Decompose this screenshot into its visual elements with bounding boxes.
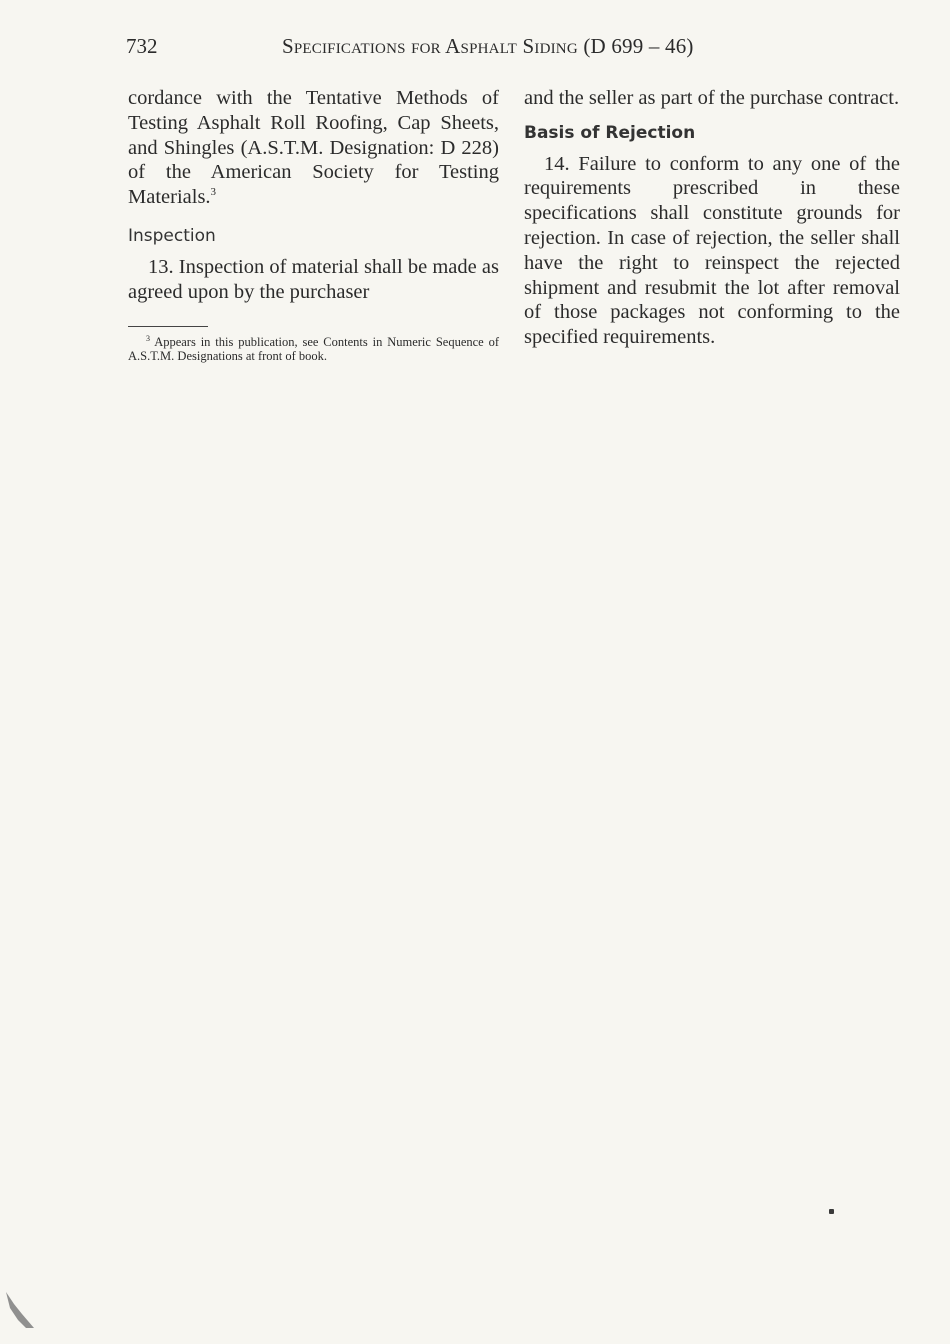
footnote-mark: 3 [146,334,150,344]
continuation-paragraph: and the seller as part of the purchase contract. [524,87,900,109]
corner-scan-mark-icon [4,1290,36,1330]
footnote-divider [128,326,208,327]
intro-paragraph [128,86,499,210]
running-header: Specifications for Asphalt Siding (D 699 – 46) [282,34,694,58]
rejection-heading: Basis of Rejection [524,122,696,143]
page-number: 732 [126,34,158,58]
footnote-reference: 3 [210,186,217,199]
inspection-heading: Inspection [128,225,216,246]
ink-speck [829,1209,834,1214]
footnote [128,335,499,363]
intro-paragraph-text: cordance with the Tentative Methods of Testing Asphalt Roll Roofing, Cap Sheets, and Shingles (A.S.T.M. Designation: D 228) of the American Society for Testing Materials. [128,87,499,209]
right-column [524,86,900,350]
rejection-paragraph: 14. Failure to conform to any one of the requirements prescribed in these specifications shall constitute grounds for rejection. In case of rejection, the seller shall have the right to reinspect the rejected shipment and resubmit the lot after removal of those packages not conforming to the specified requirements. [524,152,900,349]
left-column [128,86,499,363]
inspection-paragraph: 13. Inspection of material shall be made as agreed upon by the purchaser [128,255,499,303]
footnote-text: Appears in this publication, see Contents in Numeric Sequence of A.S.T.M. Designations at front of book. [128,335,499,364]
